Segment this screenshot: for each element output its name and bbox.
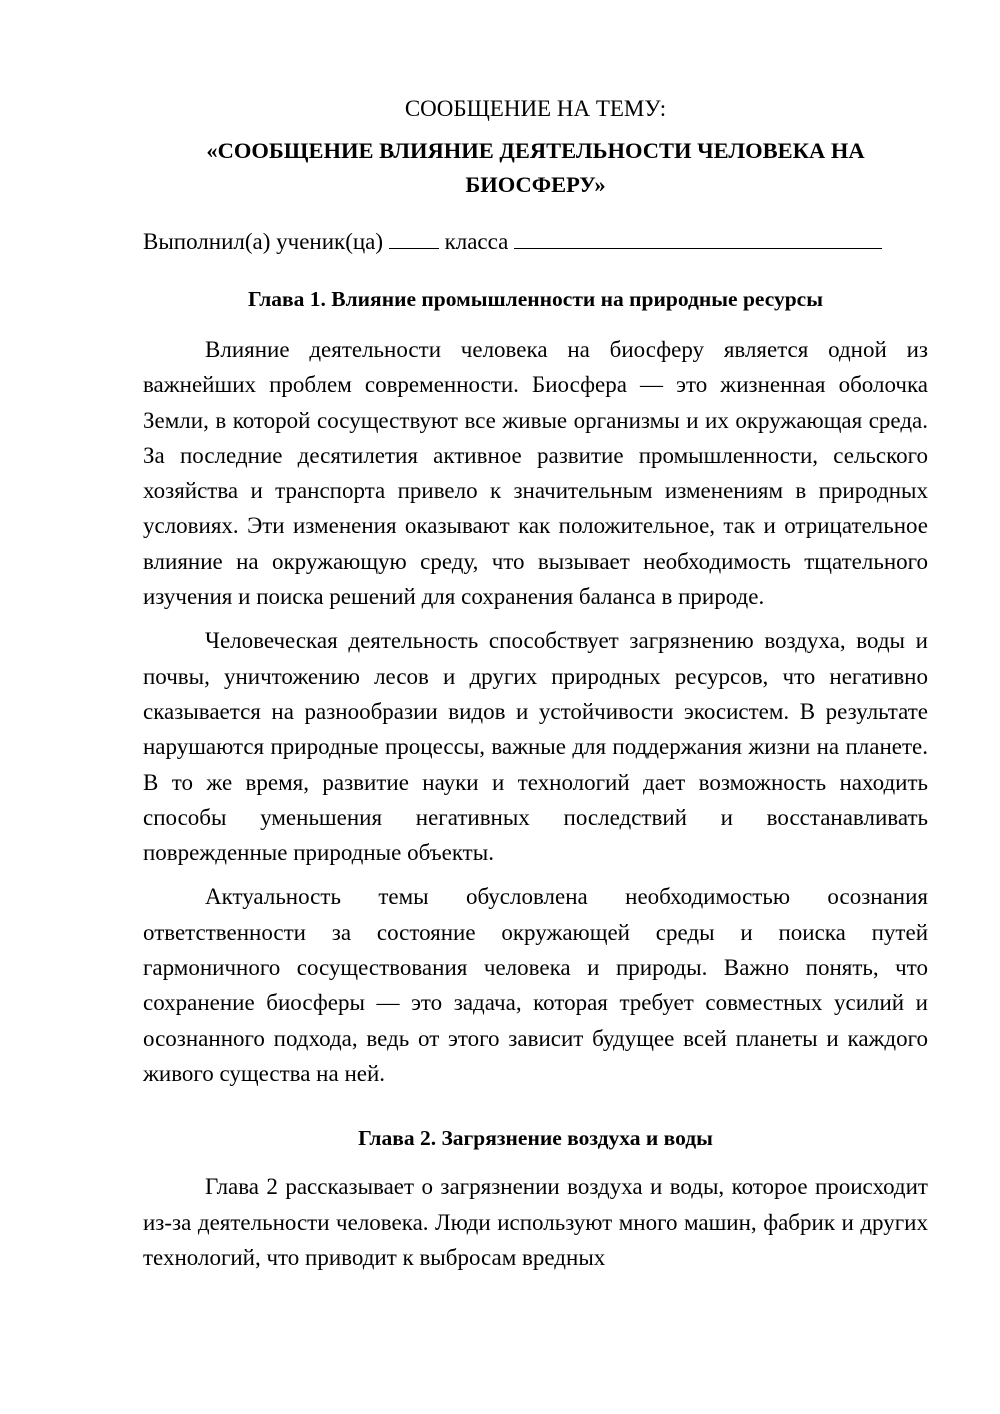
document-heading: СООБЩЕНИЕ НА ТЕМУ: [404, 96, 667, 121]
chapter-1-paragraph-1: Влияние деятельности человека на биосферу является одной из важнейших проблем современности. Биосфера — это жизненная оболочка Земли, в которой сосуществуют все живые организмы и их окружающая среда. За последние десятилетия активное развитие промышленности, сельского хозяйства и транспорта привело к значительным изменениям в природных условиях. Эти изменения оказывают как положительное, так и отрицательное влияние на окружающую среду, что вызывает необходимость тщательного изучения и поиска решений для сохранения баланса в природе. [143, 337, 928, 610]
chapter-1-paragraph-3: Актуальность темы обусловлена необходимостью осознания ответственности за состояние окружающей среды и поиска путей гармоничного сосуществования человека и природы. Важно понять, что сохранение биосферы — это задача, которая требует совместных усилий и осознанного подхода, ведь от этого зависит будущее всей планеты и каждого живого существа на ней. [143, 884, 928, 1086]
chapter-1-paragraph-2: Человеческая деятельность способствует загрязнению воздуха, воды и почвы, уничтожению лесов и других природных ресурсов, что негативно сказывается на разнообразии видов и устойчивости экосистем. В результате нарушаются природные процессы, важные для поддержания жизни на планете. В то же время, развитие науки и технологий дает возможность находить способы уменьшения негативных последствий и восстанавливать поврежденные природные объекты. [143, 628, 928, 866]
signature-middle: класса [444, 229, 509, 254]
signature-line [143, 226, 928, 258]
chapter-1-heading: Глава 1. Влияние промышленности на природные ресурсы [247, 287, 824, 311]
chapter-2-heading: Глава 2. Загрязнение воздуха и воды [358, 1126, 713, 1151]
signature-prefix: Выполнил(а) ученик(ца) [143, 229, 384, 254]
chapter-2-paragraph-1: Глава 2 рассказывает о загрязнении воздуха и воды, которое происходит из-за деятельности человека. Люди используют много машин, фабрик и других технологий, что приводит к выбросам вредных [143, 1174, 928, 1270]
document-title: «СООБЩЕНИЕ ВЛИЯНИЕ ДЕЯТЕЛЬНОСТИ ЧЕЛОВЕКА НА БИОСФЕРУ» [206, 138, 865, 197]
document-page [143, 93, 928, 1275]
student-name-blank[interactable] [514, 228, 882, 249]
class-number-blank[interactable] [389, 228, 439, 249]
